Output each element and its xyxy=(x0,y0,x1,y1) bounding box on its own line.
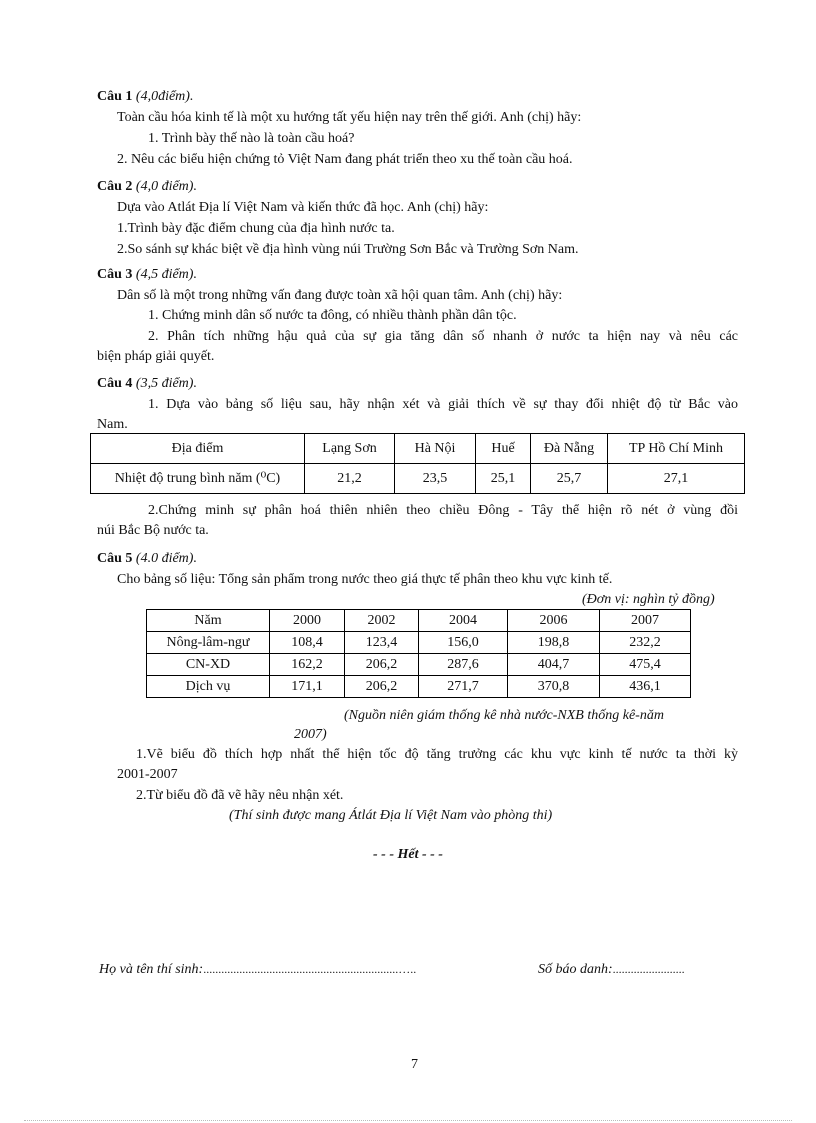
table-cell: 2002 xyxy=(345,610,419,632)
q5-item-1-line-2: 2001-2007 xyxy=(117,767,178,782)
q3-intro: Dân số là một trong những vấn đang được toàn xã hội quan tâm. Anh (chị) hãy: xyxy=(117,288,563,303)
q1-item-2: 2. Nêu các biểu hiện chứng tỏ Việt Nam đang phát triển theo xu thế toàn cầu hoá. xyxy=(117,152,573,167)
table-cell: 23,5 xyxy=(395,464,476,494)
q5-points: (4.0 điểm). xyxy=(135,551,197,566)
table-cell: Năm xyxy=(147,610,270,632)
end-marker: - - - Hết - - - xyxy=(373,847,443,862)
q2-item-1: 1.Trình bày đặc điểm chung của địa hình nước ta. xyxy=(117,221,395,236)
candidate-id-blank: ........................ xyxy=(612,962,685,976)
q3-heading xyxy=(97,266,197,284)
q3-item-2-line-1: 2. Phân tích những hậu quả của sự gia tăng dân số nhanh ở nước ta hiện nay và nêu các xyxy=(148,329,738,344)
q1-item-1: 1. Trình bày thế nào là toàn cầu hoá? xyxy=(148,131,355,146)
table-cell: Huế xyxy=(476,434,531,464)
candidate-name-blank: .................................................................….. xyxy=(203,962,417,976)
q4-points: (3,5 điểm). xyxy=(135,376,197,391)
table-row xyxy=(147,654,691,676)
table-cell: 232,2 xyxy=(600,632,691,654)
q1-heading xyxy=(97,88,193,106)
table-cell: 25,7 xyxy=(531,464,608,494)
q1-title: Câu 1 xyxy=(97,89,133,104)
table-cell: Địa điểm xyxy=(91,434,305,464)
q3-points: (4,5 điểm). xyxy=(135,267,197,282)
table-row xyxy=(147,632,691,654)
q1-points: (4,0điểm). xyxy=(135,89,194,104)
table-cell: 206,2 xyxy=(345,676,419,698)
table-cell: 27,1 xyxy=(608,464,745,494)
q2-item-2: 2.So sánh sự khác biệt về địa hình vùng núi Trường Sơn Bắc và Trường Sơn Nam. xyxy=(117,242,579,257)
table-cell: Nhiệt độ trung bình năm (⁰C) xyxy=(91,464,305,494)
table-row xyxy=(91,464,745,494)
candidate-id-label: Số báo danh: xyxy=(538,962,613,977)
table-cell: 2007 xyxy=(600,610,691,632)
table-cell: 2000 xyxy=(270,610,345,632)
table-cell: Lạng Sơn xyxy=(305,434,395,464)
table-cell: Hà Nội xyxy=(395,434,476,464)
table-cell: 404,7 xyxy=(508,654,600,676)
table-row xyxy=(91,434,745,464)
q5-heading xyxy=(97,550,197,568)
q4-title: Câu 4 xyxy=(97,376,133,391)
table-row xyxy=(147,676,691,698)
q5-source-line-1: (Nguồn niên giám thống kê nhà nước-NXB thống kê-năm xyxy=(344,708,664,723)
q4-heading xyxy=(97,375,197,393)
exam-note: (Thí sinh được mang Átlát Địa lí Việt Nam vào phòng thi) xyxy=(229,808,553,823)
page-number: 7 xyxy=(411,1057,418,1072)
table-cell: 2004 xyxy=(419,610,508,632)
table-cell: 25,1 xyxy=(476,464,531,494)
q1-intro: Toàn cầu hóa kinh tế là một xu hướng tất yếu hiện nay trên thế giới. Anh (chị) hãy: xyxy=(117,110,582,125)
table-cell: 162,2 xyxy=(270,654,345,676)
table-cell: 206,2 xyxy=(345,654,419,676)
table-cell: Đà Nẵng xyxy=(531,434,608,464)
table-cell: 287,6 xyxy=(419,654,508,676)
table-cell: Dịch vụ xyxy=(147,676,270,698)
temperature-table xyxy=(90,433,745,494)
q4-item-2-line-1: 2.Chứng minh sự phân hoá thiên nhiên theo chiều Đông - Tây thể hiện rõ nét ở vùng đồi xyxy=(148,503,738,518)
table-cell: 108,4 xyxy=(270,632,345,654)
q5-intro: Cho bảng số liệu: Tổng sản phẩm trong nước theo giá thực tế phân theo khu vực kinh tế. xyxy=(117,572,613,587)
table-cell: 21,2 xyxy=(305,464,395,494)
table-cell: 198,8 xyxy=(508,632,600,654)
q3-item-1: 1. Chứng minh dân số nước ta đông, có nhiều thành phần dân tộc. xyxy=(148,308,517,323)
q2-intro: Dựa vào Atlát Địa lí Việt Nam và kiến thức đã học. Anh (chị) hãy: xyxy=(117,200,489,215)
q2-title: Câu 2 xyxy=(97,179,133,194)
candidate-name-line xyxy=(99,960,416,979)
q3-item-2-line-2: biện pháp giải quyết. xyxy=(97,349,215,364)
table-cell: Nông-lâm-ngư xyxy=(147,632,270,654)
table-cell: TP Hồ Chí Minh xyxy=(608,434,745,464)
q5-source-line-2: 2007) xyxy=(294,727,327,742)
q4-item-1-line-2: Nam. xyxy=(97,417,128,432)
table-cell: 156,0 xyxy=(419,632,508,654)
candidate-name-label: Họ và tên thí sinh: xyxy=(99,962,204,977)
candidate-id-line xyxy=(538,960,685,979)
table-row xyxy=(147,610,691,632)
table-cell: 171,1 xyxy=(270,676,345,698)
gdp-table xyxy=(146,609,691,698)
q5-item-1-line-1: 1.Vẽ biểu đồ thích hợp nhất thể hiện tốc độ tăng trưởng các khu vực kinh tế nước ta thời kỳ xyxy=(136,747,738,762)
table-cell: 123,4 xyxy=(345,632,419,654)
table-cell: 271,7 xyxy=(419,676,508,698)
table-cell: 436,1 xyxy=(600,676,691,698)
q5-unit: (Đơn vị: nghìn tỷ đồng) xyxy=(582,592,715,607)
q3-title: Câu 3 xyxy=(97,267,133,282)
table-cell: 475,4 xyxy=(600,654,691,676)
page-bottom-border xyxy=(24,1120,792,1121)
q5-title: Câu 5 xyxy=(97,551,133,566)
table-cell: 370,8 xyxy=(508,676,600,698)
table-cell: 2006 xyxy=(508,610,600,632)
q4-item-2-line-2: núi Bắc Bộ nước ta. xyxy=(97,523,209,538)
q2-heading xyxy=(97,178,197,196)
table-cell: CN-XD xyxy=(147,654,270,676)
q2-points: (4,0 điểm). xyxy=(135,179,197,194)
q5-item-2: 2.Từ biểu đồ đã vẽ hãy nêu nhận xét. xyxy=(136,788,344,803)
q4-item-1-line-1: 1. Dựa vào bảng số liệu sau, hãy nhận xét và giải thích về sự thay đổi nhiệt độ từ Bắc vào xyxy=(148,397,738,412)
